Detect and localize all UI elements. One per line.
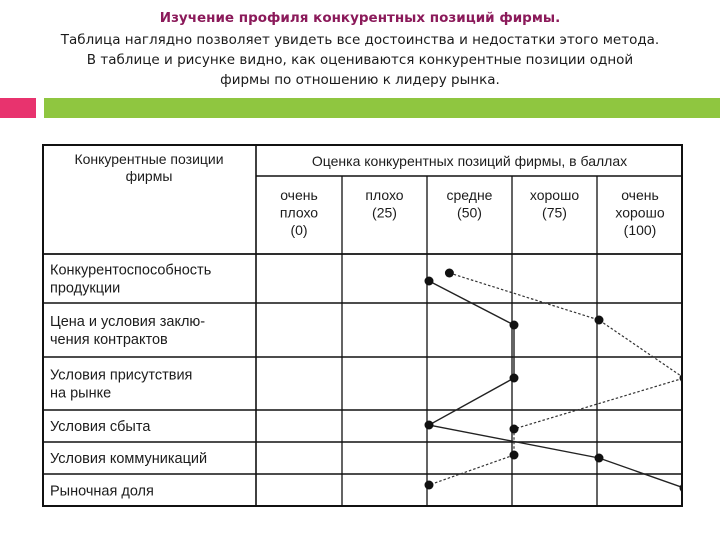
firm-point — [680, 484, 684, 493]
scale-label: хорошо — [615, 204, 665, 221]
scale-label: плохо — [279, 204, 319, 221]
scale-label: (25) — [372, 204, 397, 221]
header-left-label: фирмы — [125, 168, 173, 184]
row-label: на рынке — [50, 385, 112, 402]
leader-point — [445, 269, 454, 278]
firm-point — [510, 321, 519, 330]
firm-profile-line — [429, 281, 683, 488]
header-right-label: Оценка конкурентных позиций фирмы, в баллах — [311, 153, 628, 169]
firm-point — [510, 374, 519, 383]
scale-label: средне — [446, 187, 493, 203]
competitive-profile-table — [42, 144, 683, 507]
profile-chart-svg — [42, 144, 683, 507]
accent-bar-pink — [0, 98, 36, 118]
slide-description — [40, 30, 680, 90]
leader-point — [510, 451, 519, 460]
row-label: Условия коммуникаций — [50, 451, 208, 467]
firm-point — [595, 454, 604, 463]
description-line: Таблица наглядно позволяет увидеть все достоинства и недостатки этого метода. — [60, 32, 660, 48]
leader-point — [510, 425, 519, 434]
row-label: Цена и условия заклю- — [50, 314, 206, 330]
header-left-label: Конкурентные позиции — [74, 151, 224, 167]
row-label: Рыночная доля — [50, 483, 154, 500]
scale-label: плохо — [365, 187, 404, 203]
scale-label: (75) — [542, 204, 567, 221]
leader-point — [425, 481, 434, 490]
leader-profile-line — [429, 273, 683, 485]
scale-label: очень — [280, 187, 318, 203]
row-label: Условия присутствия — [50, 367, 193, 384]
row-label: продукции — [50, 280, 121, 297]
scale-label: хорошо — [529, 187, 580, 203]
scale-label: (100) — [623, 222, 657, 238]
scale-label: (0) — [290, 222, 308, 238]
firm-point — [425, 277, 434, 286]
accent-bar-green — [44, 98, 720, 118]
scale-label: (50) — [457, 204, 482, 221]
leader-point — [680, 374, 684, 383]
scale-label: очень — [621, 187, 659, 203]
description-line: фирмы по отношению к лидеру рынка. — [220, 72, 500, 88]
description-line: В таблице и рисунке видно, как оцениваются конкурентные позиции одной — [86, 52, 634, 68]
slide-title: Изучение профиля конкурентных позиций фирмы. — [159, 10, 561, 26]
row-label: Условия сбыта — [50, 419, 151, 435]
row-label: Конкурентоспособность — [50, 262, 212, 279]
firm-point — [425, 421, 434, 430]
leader-point — [595, 316, 604, 325]
row-label: чения контрактов — [50, 332, 168, 348]
